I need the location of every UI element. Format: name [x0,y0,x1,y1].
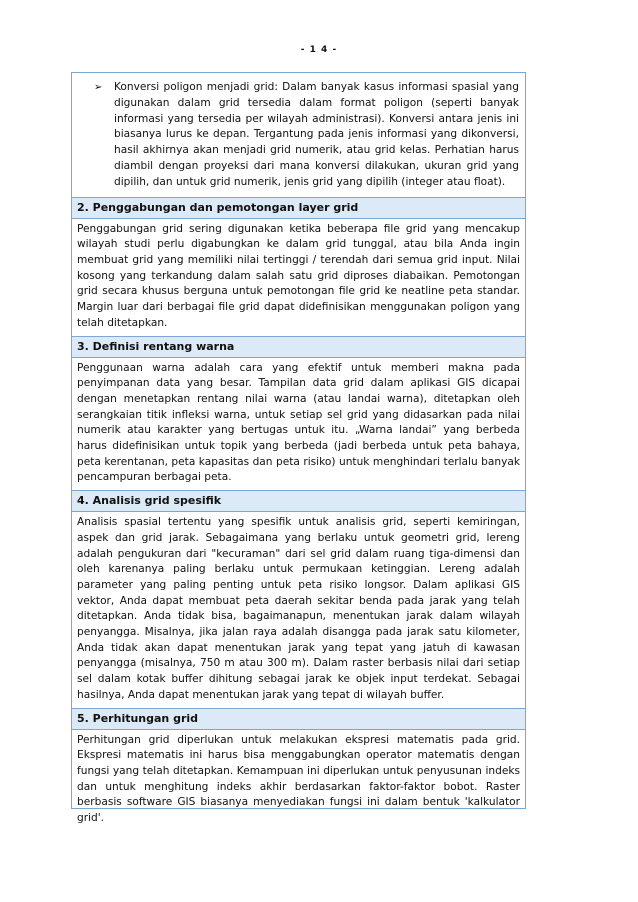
section-header-grid-calculation: 5. Perhitungan grid [72,708,525,730]
section-body-grid-calculation: Perhitungan grid diperlukan untuk melakukan ekspresi matematis pada grid. Ekspresi matematis ini harus bisa menggabungkan operator matematis dengan fungsi yang telah ditetapkan. Kemampuan ini diperlukan untuk penyusunan indeks dan untuk menghitung indeks akhir berdasarkan faktor-faktor bobot. Raster berbasis software GIS biasanya menyediakan fungsi ini dalam bentuk 'kalkulator grid'. [77,733,520,825]
section-body-grid-merge: Penggabungan grid sering digunakan ketika beberapa file grid yang mencakup wilayah studi perlu digabungkan ke dalam grid tunggal, atau bila Anda ingin membuat grid yang memiliki nilai tertinggi / terendah dari semua grid input. Nilai kosong yang terkandung dalam salah satu grid diproses diabaikan. Pemotongan grid secara khusus berguna untuk pemotongan file grid ke neatline peta standar. Margin luar dari berbagai file grid dapat didefinisikan menggunakan poligon yang telah ditetapkan. [77,222,520,329]
bullet-text: Konversi poligon menjadi grid: Dalam banyak kasus informasi spasial yang digunakan dalam grid tersedia dalam format poligon (seperti banyak informasi yang tersedia per wilayah administrasi). Konversi antara jenis ini biasanya lurus ke depan. Tergantung pada jenis informasi yang dikonversi, hasil akhirnya akan menjadi grid numerik, atau grid kelas. Perhatian harus diambil dengan proyeksi dari mana konversi dilakukan, ukuran grid yang dipilih, dan untuk grid numerik, jenis grid yang dipilih (integer atau float). [114,81,519,188]
arrow-bullet-icon: ➢ [94,82,103,93]
section-header-color-range: 3. Definisi rentang warna [72,336,525,358]
section-body-color-range: Penggunaan warna adalah cara yang efektif untuk memberi makna pada penyimpanan data yang besar. Tampilan data grid dalam aplikasi GIS dicapai dengan menetapkan rentang nilai warna (atau landai warna), ditetapkan oleh serangkaian titik infleksi warna, untuk setiap sel grid yang didasarkan pada nilai numerik atau karakter yang bertugas untuk itu. „Warna landai” yang berbeda harus didefinisikan untuk topik yang berbeda (jadi berbeda untuk peta bahaya, peta kerentanan, peta kapasitas dan peta risiko) untuk menghindari terlalu banyak pencampuran berbagai peta. [77,361,520,484]
section-header-grid-analysis: 4. Analisis grid spesifik [72,490,525,512]
page-number: - 1 4 - [300,45,338,55]
section-body-grid-analysis: Analisis spasial tertentu yang spesifik untuk analisis grid, seperti kemiringan, aspek dan grid jarak. Sebagaimana yang berlaku untuk geometri grid, lereng adalah pengukuran dari "kecuraman" dari sel grid dalam ruang tiga-dimensi dan oleh karenanya paling berlaku untuk permukaan ketinggian. Lereng adalah parameter yang paling penting untuk peta risiko longsor. Dalam aplikasi GIS vektor, Anda dapat membuat peta daerah sekitar benda pada jarak yang telah ditetapkan. Anda tidak bisa, bagaimanapun, menentukan jarak dalam wilayah penyangga. Misalnya, jika jalan raya adalah disangga pada jarak satu kilometer, Anda tidak akan dapat menentukan jarak yang tepat yang jatuh di kawasan penyangga (misalnya, 750 m atau 300 m). Dalam raster berbasis nilai dari setiap sel dalam kotak buffer dihitung sebagai jarak ke objek input terdekat. Sebagai hasilnya, Anda dapat menentukan jarak yang tepat di wilayah buffer. [77,516,520,701]
bullet-item-polygon-conversion [72,73,525,197]
document-table [71,72,526,825]
section-header-grid-merge: 2. Penggabungan dan pemotongan layer grid [72,197,525,219]
